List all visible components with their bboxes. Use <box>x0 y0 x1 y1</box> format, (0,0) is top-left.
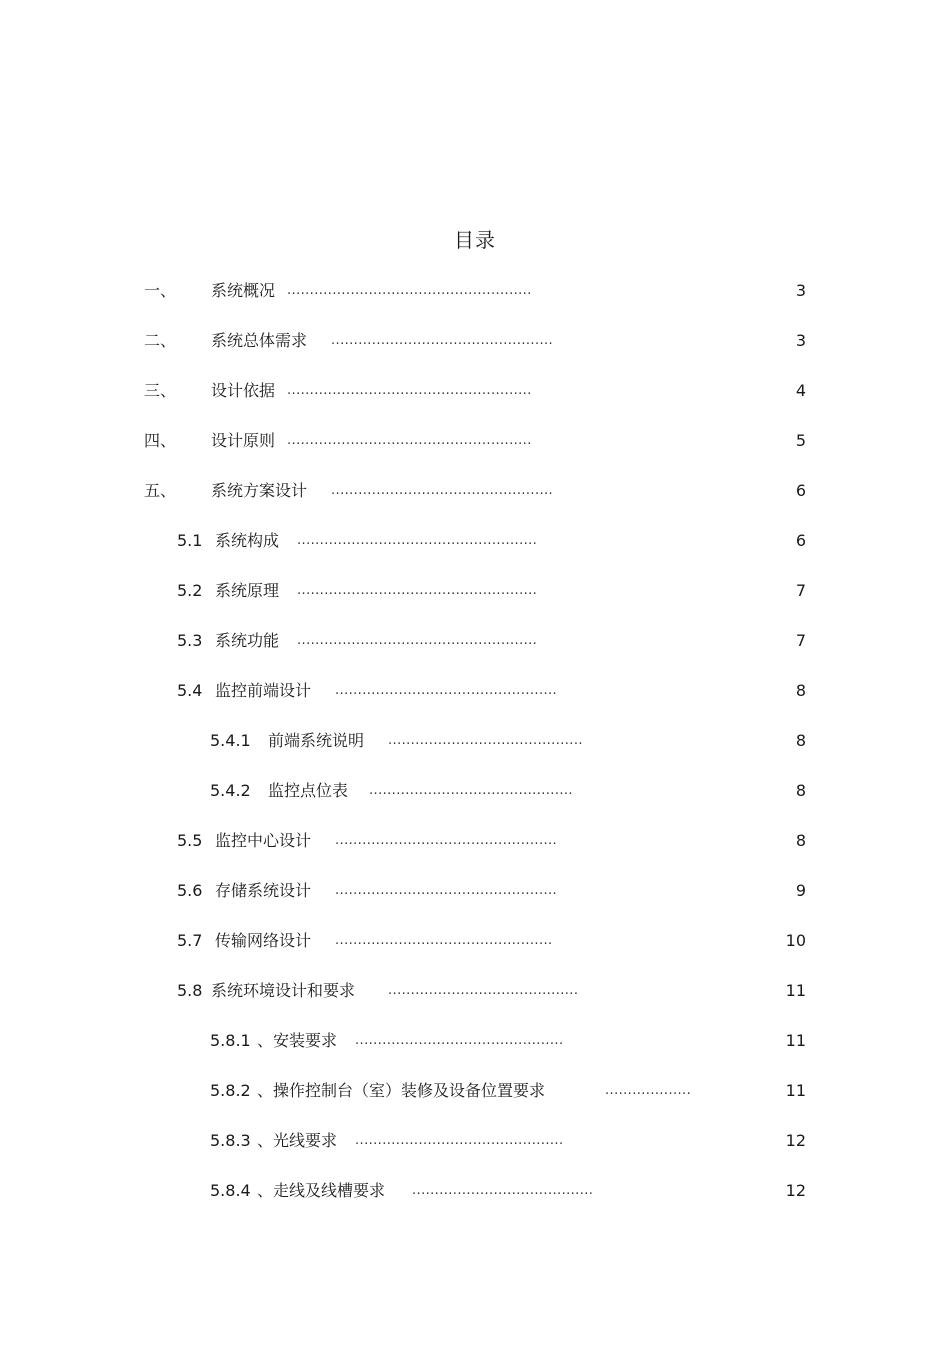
toc-entry-number: 二、 <box>144 331 177 350</box>
toc-page-number: 5 <box>795 431 806 450</box>
toc-entry-label: 系统总体需求 <box>211 331 308 350</box>
toc-entry[interactable] <box>0 926 950 976</box>
toc-page-number: 8 <box>795 681 806 700</box>
toc-dot-leader: ...................................................... <box>287 283 532 298</box>
toc-dot-leader: ................... <box>605 1083 692 1098</box>
toc-entry-number: 5.2 <box>177 581 203 600</box>
toc-entry-label: 、光线要求 <box>257 1131 338 1150</box>
toc-entry-label: 、安装要求 <box>257 1031 338 1050</box>
toc-list <box>0 276 950 1226</box>
toc-dot-leader: ...................................................... <box>287 383 532 398</box>
toc-entry-number: 四、 <box>144 431 177 450</box>
toc-entry-label: 监控前端设计 <box>215 681 312 700</box>
toc-entry[interactable] <box>0 476 950 526</box>
toc-page-number: 8 <box>795 731 806 750</box>
toc-entry[interactable] <box>0 1076 950 1126</box>
toc-entry-number: 三、 <box>144 381 177 400</box>
toc-entry[interactable] <box>0 276 950 326</box>
toc-entry-label: 系统构成 <box>215 531 280 550</box>
toc-entry-number: 5.7 <box>177 931 203 950</box>
toc-dot-leader: .......................................... <box>388 983 579 998</box>
toc-entry[interactable] <box>0 376 950 426</box>
toc-page-number: 6 <box>795 481 806 500</box>
toc-page-number: 12 <box>785 1131 806 1150</box>
toc-entry-label: 系统概况 <box>211 281 276 300</box>
toc-dot-leader: ........................................... <box>388 733 583 748</box>
toc-entry[interactable] <box>0 776 950 826</box>
toc-dot-leader: ........................................ <box>412 1183 594 1198</box>
toc-entry[interactable] <box>0 576 950 626</box>
toc-dot-leader: ............................................. <box>369 783 573 798</box>
toc-entry-number: 5.4.1 <box>210 731 251 750</box>
toc-entry-label: 监控中心设计 <box>215 831 312 850</box>
toc-entry-label: 存储系统设计 <box>215 881 312 900</box>
toc-page-number: 10 <box>785 931 806 950</box>
toc-page-number: 8 <box>795 831 806 850</box>
toc-entry[interactable] <box>0 526 950 576</box>
toc-entry-number: 5.4.2 <box>210 781 251 800</box>
toc-page-number: 9 <box>795 881 806 900</box>
toc-dot-leader: ................................................ <box>335 933 553 948</box>
toc-dot-leader: ................................................. <box>331 333 554 348</box>
toc-entry-number: 5.8.4 <box>210 1181 251 1200</box>
toc-entry-number: 5.4 <box>177 681 203 700</box>
toc-entry[interactable] <box>0 676 950 726</box>
toc-dot-leader: ................................................. <box>335 883 558 898</box>
toc-entry-label: 系统环境设计和要求 <box>211 981 356 1000</box>
toc-entry-label: 设计依据 <box>211 381 276 400</box>
toc-dot-leader: ................................................. <box>335 833 558 848</box>
toc-entry-label: 系统功能 <box>215 631 280 650</box>
toc-dot-leader: ...................................................... <box>287 433 532 448</box>
toc-entry-number: 5.8.2 <box>210 1081 251 1100</box>
toc-dot-leader: .............................................. <box>355 1133 564 1148</box>
toc-title: 目录 <box>454 228 496 252</box>
toc-entry-label: 监控点位表 <box>268 781 349 800</box>
toc-page-number: 11 <box>785 981 806 1000</box>
toc-entry-number: 5.6 <box>177 881 203 900</box>
toc-page-number: 11 <box>785 1031 806 1050</box>
toc-dot-leader: ................................................. <box>331 483 554 498</box>
toc-entry[interactable] <box>0 1026 950 1076</box>
toc-entry-label: 设计原则 <box>211 431 276 450</box>
toc-dot-leader: ..................................................... <box>297 583 538 598</box>
toc-entry-number: 5.5 <box>177 831 203 850</box>
toc-dot-leader: ..................................................... <box>297 633 538 648</box>
toc-entry-label: 、走线及线槽要求 <box>257 1181 386 1200</box>
toc-page-number: 7 <box>795 581 806 600</box>
toc-entry-label: 前端系统说明 <box>268 731 365 750</box>
toc-entry[interactable] <box>0 1176 950 1226</box>
toc-page-number: 4 <box>795 381 806 400</box>
toc-entry[interactable] <box>0 976 950 1026</box>
toc-entry[interactable] <box>0 1126 950 1176</box>
toc-dot-leader: ................................................. <box>335 683 558 698</box>
toc-entry-label: 传输网络设计 <box>215 931 312 950</box>
toc-entry-number: 5.1 <box>177 531 203 550</box>
toc-entry[interactable] <box>0 826 950 876</box>
toc-page-number: 3 <box>795 281 806 300</box>
toc-entry-label: 系统原理 <box>215 581 280 600</box>
toc-entry[interactable] <box>0 876 950 926</box>
toc-entry[interactable] <box>0 726 950 776</box>
toc-entry[interactable] <box>0 326 950 376</box>
toc-entry[interactable] <box>0 426 950 476</box>
toc-entry-number: 一、 <box>144 281 177 300</box>
toc-entry-number: 5.8 <box>177 981 203 1000</box>
toc-entry-number: 五、 <box>144 481 177 500</box>
toc-entry-number: 5.3 <box>177 631 203 650</box>
toc-entry-label: 系统方案设计 <box>211 481 308 500</box>
toc-page-number: 8 <box>795 781 806 800</box>
toc-entry-number: 5.8.1 <box>210 1031 251 1050</box>
toc-page-number: 12 <box>785 1181 806 1200</box>
toc-entry-number: 5.8.3 <box>210 1131 251 1150</box>
toc-dot-leader: .............................................. <box>355 1033 564 1048</box>
toc-page-number: 6 <box>795 531 806 550</box>
toc-entry[interactable] <box>0 626 950 676</box>
toc-dot-leader: ..................................................... <box>297 533 538 548</box>
toc-page-number: 3 <box>795 331 806 350</box>
toc-entry-label: 、操作控制台（室）装修及设备位置要求 <box>257 1081 546 1100</box>
toc-page-number: 7 <box>795 631 806 650</box>
toc-page-number: 11 <box>785 1081 806 1100</box>
